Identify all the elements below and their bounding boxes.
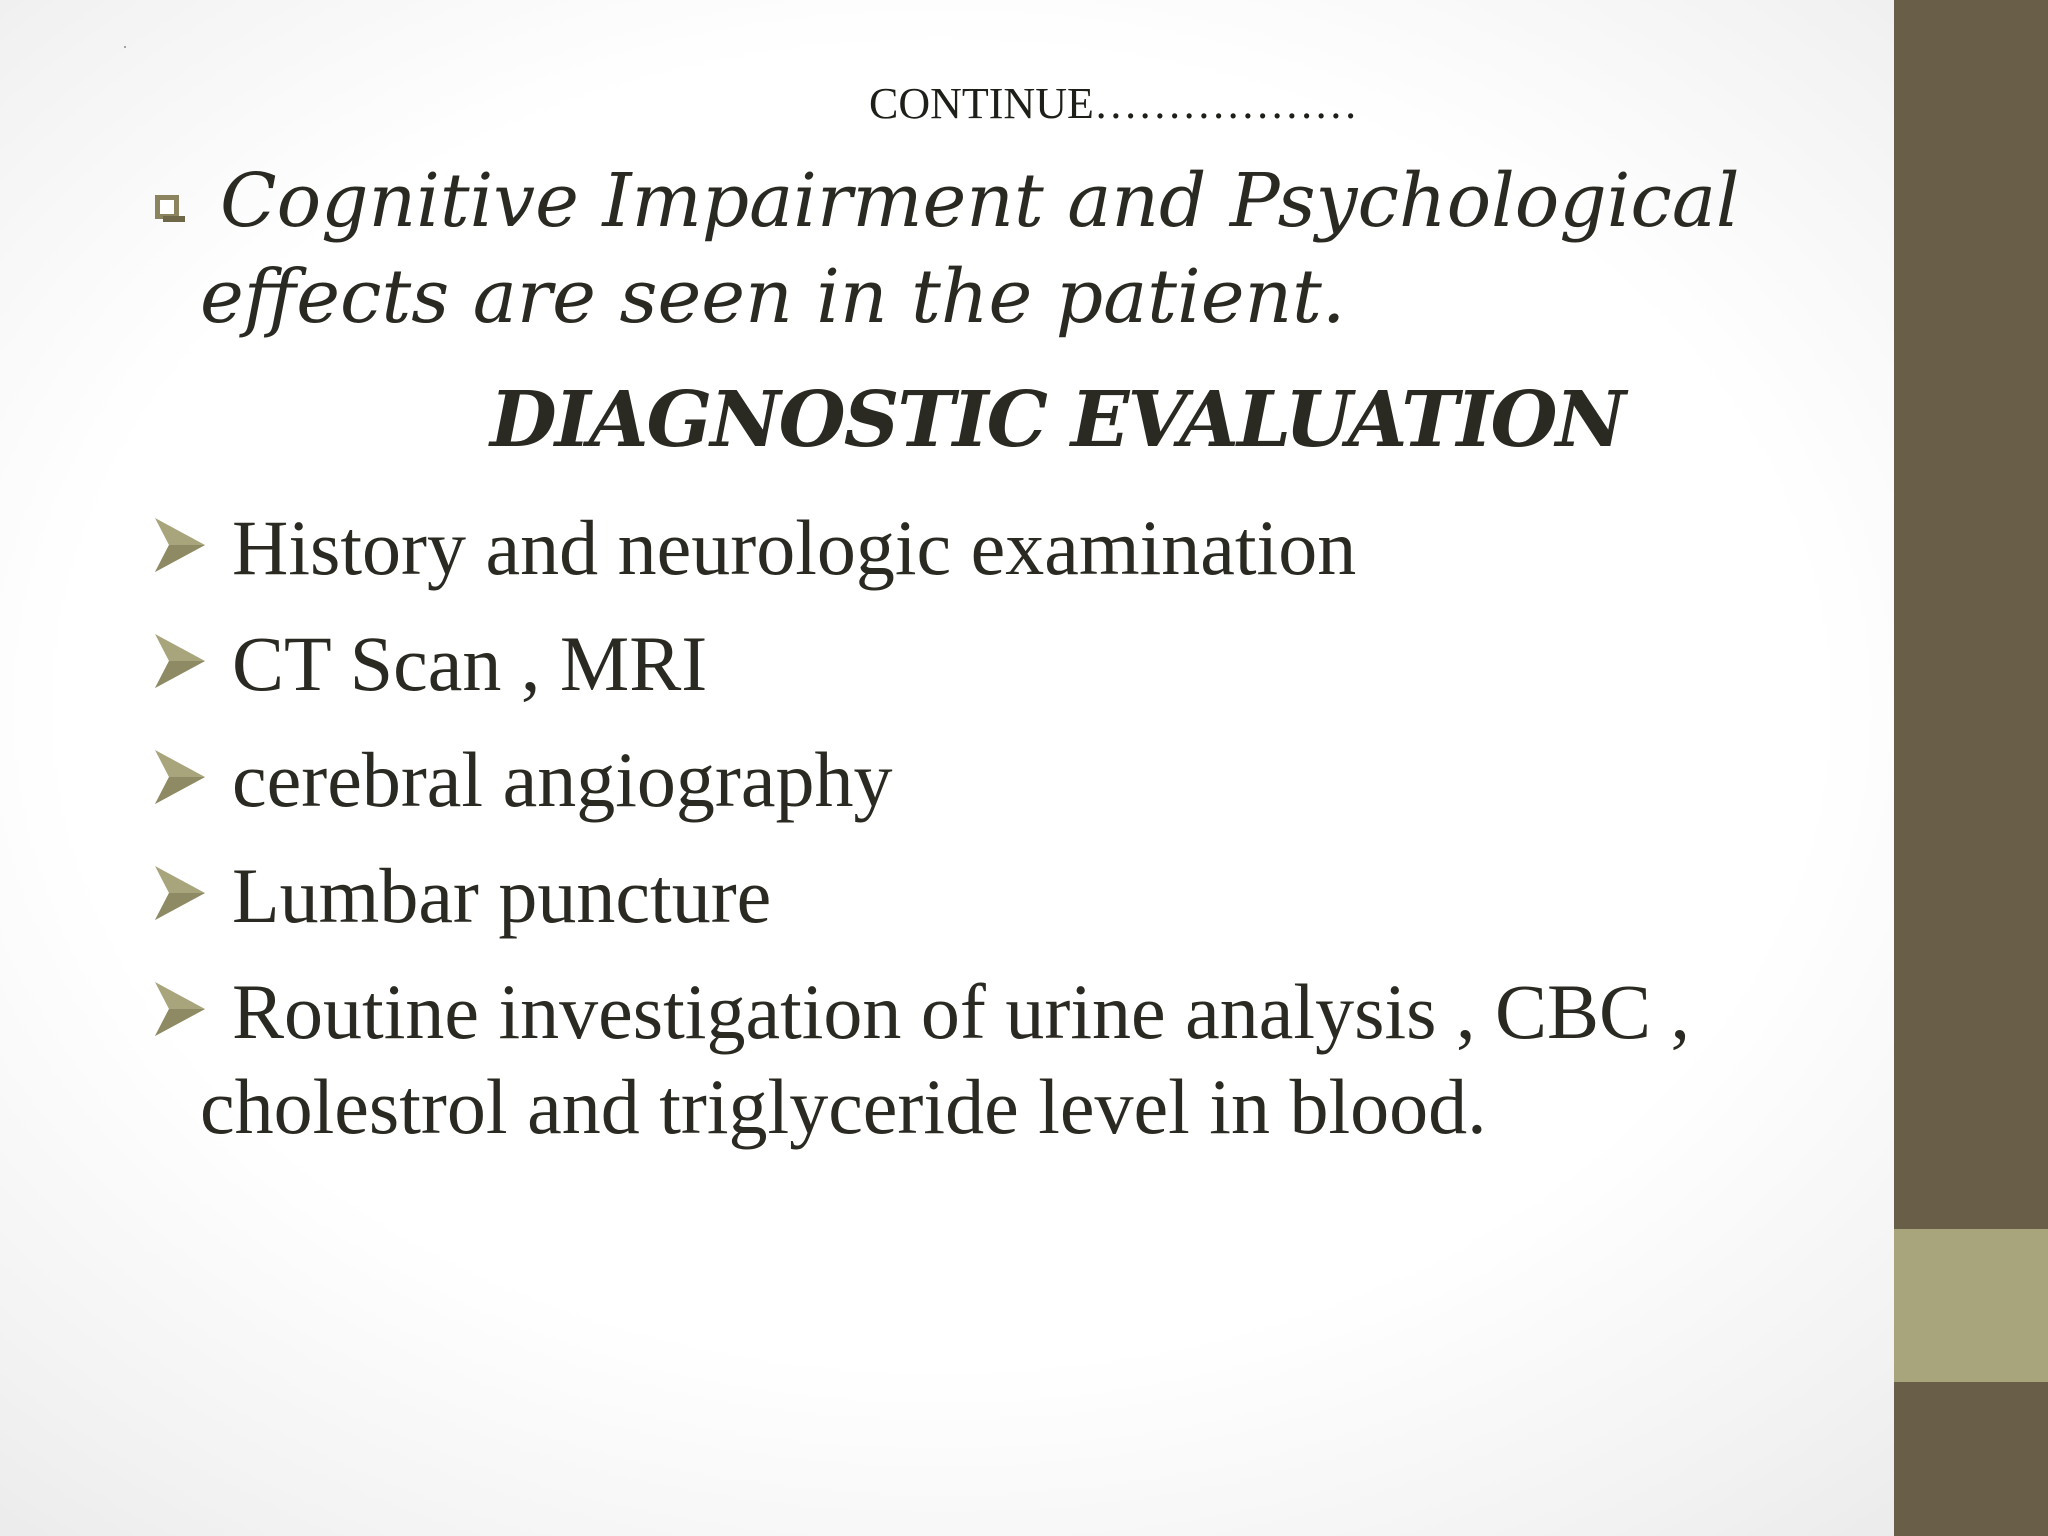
continue-label: CONTINUE………………: [869, 79, 1358, 128]
side-decoration-bar: [1894, 0, 2048, 1536]
diagnostic-item: History and neurologic examination: [232, 504, 1357, 591]
intro-line-1: Cognitive Impairment and Psychological: [220, 158, 1740, 244]
diagnostic-item: cerebral angiography: [232, 736, 893, 823]
side-decoration-accent: [1894, 1229, 2048, 1382]
diagnostic-item: Routine investigation of urine analysis , CBC ,: [232, 968, 1691, 1055]
arrow-bullet-icon: [155, 750, 205, 804]
arrow-bullet-icon: [155, 982, 205, 1036]
speck-dot: [124, 46, 126, 48]
square-bullet-icon: [155, 195, 179, 219]
intro-line-2: effects are seen in the patient.: [200, 254, 1346, 340]
arrow-bullet-icon: [155, 518, 205, 572]
diagnostic-item-continuation: cholestrol and triglyceride level in blood.: [200, 1063, 1487, 1150]
diagnostic-item: Lumbar puncture: [232, 852, 772, 939]
diagnostic-item: CT Scan , MRI: [232, 620, 708, 707]
arrow-bullet-icon: [155, 866, 205, 920]
section-heading: DIAGNOSTIC EVALUATION: [490, 375, 1624, 465]
arrow-bullet-icon: [155, 634, 205, 688]
